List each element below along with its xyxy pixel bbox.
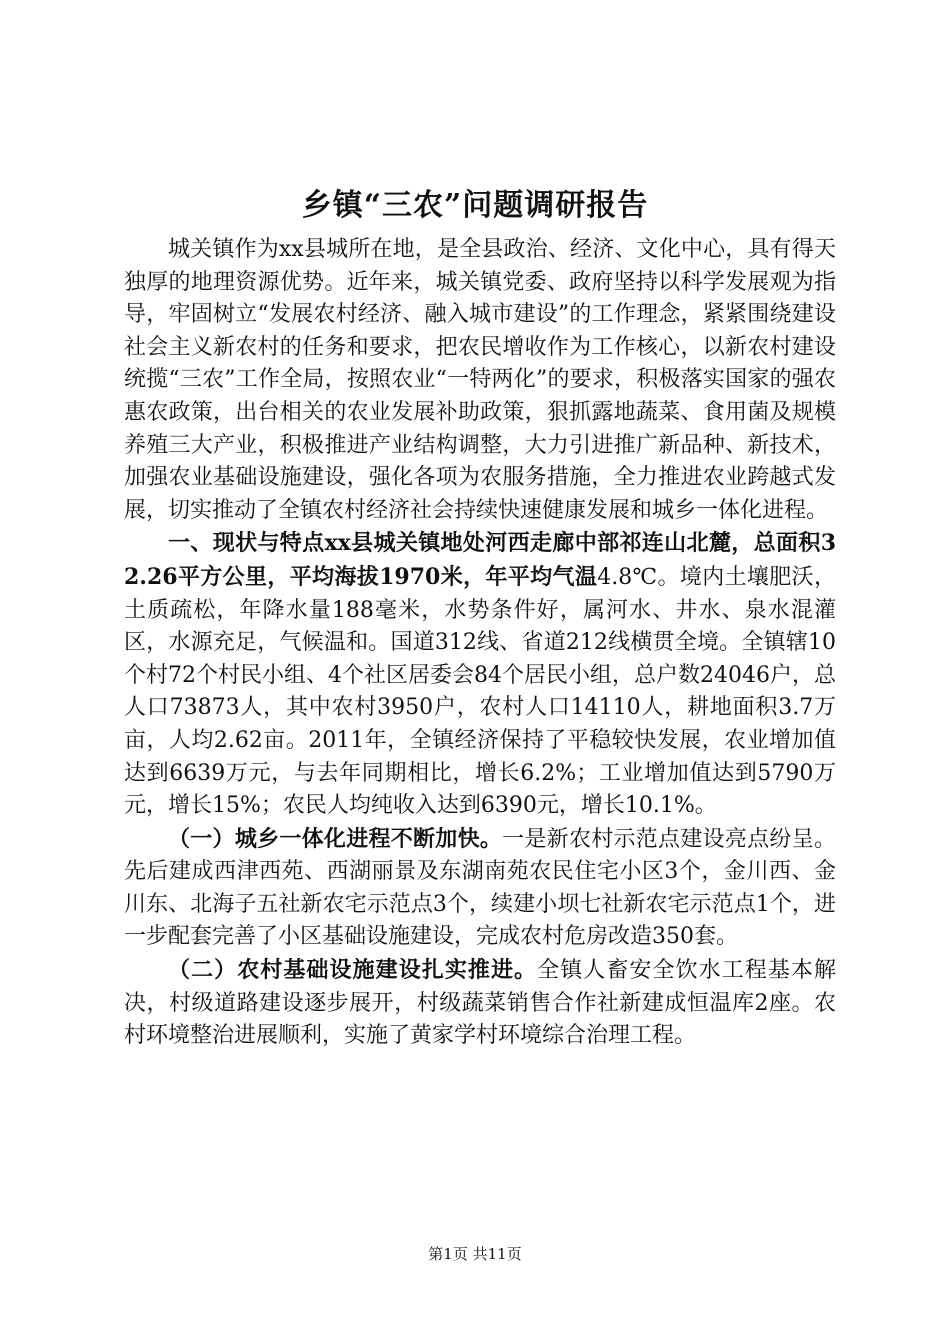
section1-paragraph	[124, 527, 836, 822]
section1-text: 4.8℃。境内土壤肥沃，土质疏松，年降水量188毫米，水势条件好，属河水、井水、泉水混灌区，水源充足，气候温和。国道312线、省道212线横贯全境。全镇辖10个村72个村民小组、4个社区居委会84个居民小组，总户数24046户，总人口73873人，其中农村3950户，农村人口14110人，耕地面积3.7万亩，人均2.62亩。2011年，全镇经济保持了平稳较快发展，农业增加值达到6639万元，与去年同期相比，增长6.2%；工业增加值达到5790万元，增长15%；农民人均纯收入达到6390元，增长10.1%。	[124, 564, 836, 819]
subsection1-paragraph	[124, 823, 836, 954]
section1-lead: 一、现状与特点xx县城关镇地处河西走廊中部祁连山北麓，总面积32.26平方公里，平均海拔1970米，年平均气温	[124, 530, 836, 590]
subsection2-heading: （二）农村基础设施建设扎实推进。	[168, 957, 538, 984]
subsection2-paragraph	[124, 954, 836, 1053]
intro-paragraph: 城关镇作为xx县城所在地，是全县政治、经济、文化中心，具有得天独厚的地理资源优势。近年来，城关镇党委、政府坚持以科学发展观为指导，牢固树立“发展农村经济、融入城市建设”的工作理念，紧紧围绕建设社会主义新农村的任务和要求，把农民增收作为工作核心，以新农村建设统揽“三农”工作全局，按照农业“一特两化”的要求，积极落实国家的强农惠农政策，出台相关的农业发展补助政策，狠抓露地蔬菜、食用菌及规模养殖三大产业，积极推进产业结构调整，大力引进推广新品种、新技术，加强农业基础设施建设，强化各项为农服务措施，全力推进农业跨越式发展，切实推动了全镇农村经济社会持续快速健康发展和城乡一体化进程。	[124, 237, 836, 523]
subsection1-heading: （一）城乡一体化进程不断加快。	[168, 825, 503, 852]
subsection2-text: 全镇人畜安全饮水工程基本解决，村级道路建设逐步展开，村级蔬菜销售合作社新建成恒温库2座。农村环境整治进展顺利，实施了黄家学村环境综合治理工程。	[124, 958, 836, 1049]
page-footer: 第1页 共11页	[428, 1245, 522, 1263]
document-title: 乡镇“三农”问题调研报告	[301, 188, 649, 223]
document-body	[124, 234, 836, 1053]
subsection1-text: 一是新农村示范点建设亮点纷呈。先后建成西津西苑、西湖丽景及东湖南苑农民住宅小区3个，金川西、金川东、北海子五社新农宅示范点3个，续建小坝七社新农宅示范点1个，进一步配套完善了小区基础设施建设，完成农村危房改造350套。	[124, 826, 836, 950]
